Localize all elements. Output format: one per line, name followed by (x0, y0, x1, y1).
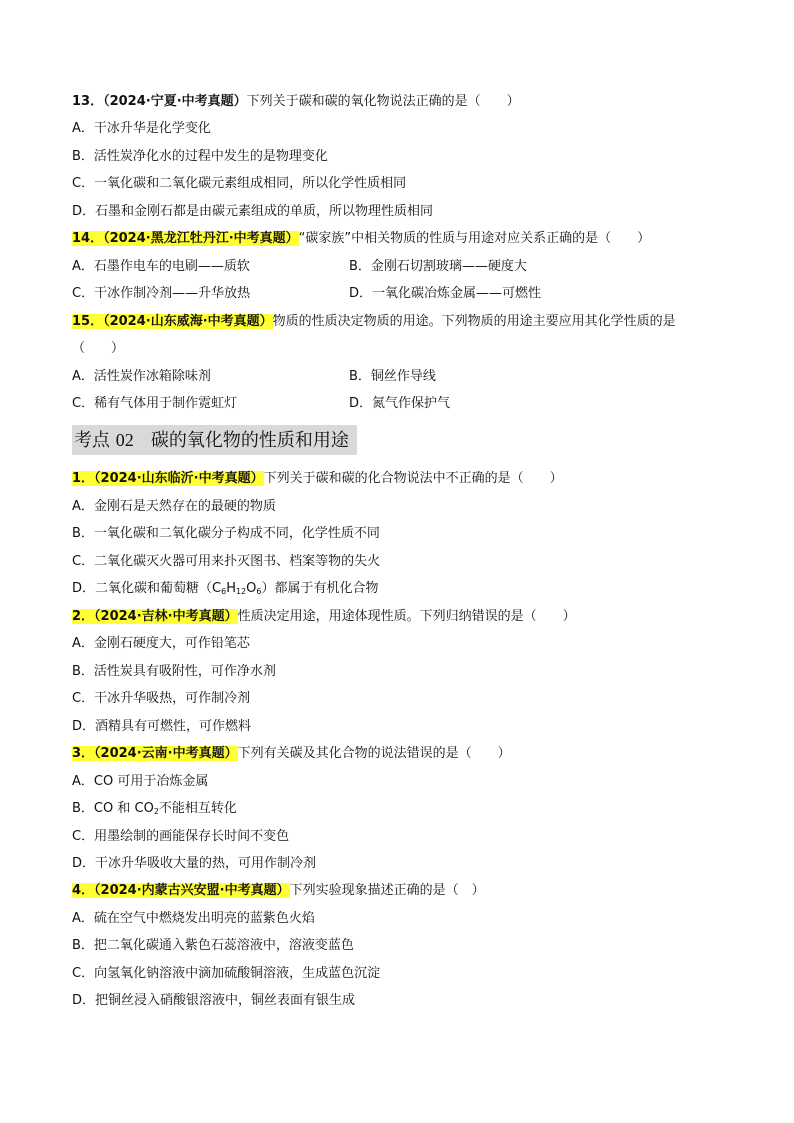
q14-option-d: D．一氧化碳冶炼金属——可燃性 (349, 286, 542, 301)
question-source: （2024·山东临沂·中考真题） (94, 471, 264, 486)
section-question-1-stem (72, 469, 563, 489)
q15-option-d: D．氮气作保护气 (349, 396, 451, 411)
question-number: 2． (72, 609, 95, 624)
question-text: 下列关于碳和碳的氧化物说法正确的是（ ） (246, 94, 520, 109)
q15-option-c: C．稀有气体用于制作霓虹灯 (72, 396, 238, 411)
s1-option-c: C．二氧化碳灭火器可用来扑灭图书、档案等物的失火 (72, 554, 381, 569)
element-symbol: O (246, 581, 257, 596)
question-number: 3． (72, 746, 95, 761)
question-source: （2024·山东威海·中考真题） (103, 314, 273, 329)
q15-options-row-1 (72, 367, 722, 387)
section-prefix: 考点 (74, 430, 110, 451)
question-text: 下列关于碳和碳的化合物说法中不正确的是（ ） (263, 471, 563, 486)
subscript: 2 (153, 807, 159, 816)
question-13-stem (72, 92, 520, 112)
q13-option-b: B．活性炭净化水的过程中发生的是物理变化 (72, 149, 328, 164)
s3-option-a: A．CO 可用于冶炼金属 (72, 774, 209, 789)
question-number: 13． (72, 94, 104, 109)
question-15-stem (72, 312, 676, 332)
q14-option-a: A．石墨作电车的电刷——质软 (72, 259, 250, 274)
question-source: （2024·宁夏·中考真题） (103, 94, 247, 109)
q14-option-b: B．金刚石切割玻璃——硬度大 (349, 259, 527, 274)
q14-options-row-1 (72, 257, 722, 277)
s4-option-b: B．把二氧化碳通入紫色石蕊溶液中，溶液变蓝色 (72, 938, 354, 953)
element-symbol: H (226, 581, 236, 596)
question-text: 性质决定用途，用途体现性质。下列归纳错误的是（ ） (237, 609, 576, 624)
question-source: （2024·吉林·中考真题） (94, 609, 238, 624)
s4-option-d: D．把铜丝浸入硝酸银溶液中，铜丝表面有银生成 (72, 993, 356, 1008)
q15-option-a: A．活性炭作冰箱除味剂 (72, 369, 211, 384)
s2-option-a: A．金刚石硬度大，可作铅笔芯 (72, 636, 250, 651)
q15-options-row-2 (72, 394, 722, 414)
s3-option-c: C．用墨绘制的画能保存长时间不变色 (72, 829, 290, 844)
question-source: （2024·云南·中考真题） (94, 746, 238, 761)
section-question-2-stem (72, 607, 576, 627)
q15-option-b: B．铜丝作导线 (349, 369, 436, 384)
s2-option-c: C．干冰升华吸热，可作制冷剂 (72, 691, 251, 706)
q14-options-row-2 (72, 284, 722, 304)
option-text: ）都属于有机化合物 (261, 581, 379, 596)
s1-option-b: B．一氧化碳和二氧化碳分子构成不同，化学性质不同 (72, 526, 380, 541)
option-text: D．二氧化碳和葡萄糖（C (72, 581, 222, 596)
q13-option-a: A．干冰升华是化学变化 (72, 121, 211, 136)
question-number: 4． (72, 883, 95, 898)
section-title: 碳的氧化物的性质和用途 (150, 430, 349, 451)
option-text: 不能相互转化 (158, 801, 237, 816)
section-heading (72, 425, 357, 455)
question-source: （2024·内蒙古兴安盟·中考真题） (94, 883, 290, 898)
s3-option-d: D．干冰升华吸收大量的热，可用作制冷剂 (72, 856, 317, 871)
subscript: 12 (235, 587, 247, 596)
question-text: 物质的性质决定物质的用途。下列物质的用途主要应用其化学性质的是 (272, 314, 676, 329)
section-question-4-stem (72, 881, 485, 901)
option-text: B．CO 和 CO (72, 801, 154, 816)
s2-option-d: D．酒精具有可燃性，可作燃料 (72, 719, 252, 734)
subscript: 6 (256, 587, 262, 596)
s1-option-d (72, 579, 379, 602)
question-14-stem (72, 229, 650, 249)
question-text: “碳家族”中相关物质的性质与用途对应关系正确的是（ ） (298, 231, 651, 246)
s1-option-a: A．金刚石是天然存在的最硬的物质 (72, 499, 276, 514)
q14-option-c: C．干冰作制冷剂——升华放热 (72, 286, 251, 301)
subscript: 6 (221, 587, 227, 596)
q13-option-d: D．石墨和金刚石都是由碳元素组成的单质，所以物理性质相同 (72, 204, 434, 219)
question-number: 1． (72, 471, 95, 486)
s4-option-a: A．硫在空气中燃烧发出明亮的蓝紫色火焰 (72, 911, 315, 926)
question-source: （2024·黑龙江牡丹江·中考真题） (103, 231, 299, 246)
question-text: 下列实验现象描述正确的是（ ） (289, 883, 485, 898)
s3-option-b (72, 799, 237, 822)
q13-option-c: C．一氧化碳和二氧化碳元素组成相同，所以化学性质相同 (72, 176, 407, 191)
question-number: 15． (72, 314, 104, 329)
s4-option-c: C．向氢氧化钠溶液中滴加硫酸铜溶液，生成蓝色沉淀 (72, 966, 381, 981)
question-number: 14． (72, 231, 104, 246)
section-question-3-stem (72, 744, 511, 764)
section-code: 02 (115, 430, 134, 450)
question-text: 下列有关碳及其化合物的说法错误的是（ ） (237, 746, 511, 761)
question-15-stem-continued: （ ） (72, 341, 125, 356)
s2-option-b: B．活性炭具有吸附性，可作净水剂 (72, 664, 276, 679)
